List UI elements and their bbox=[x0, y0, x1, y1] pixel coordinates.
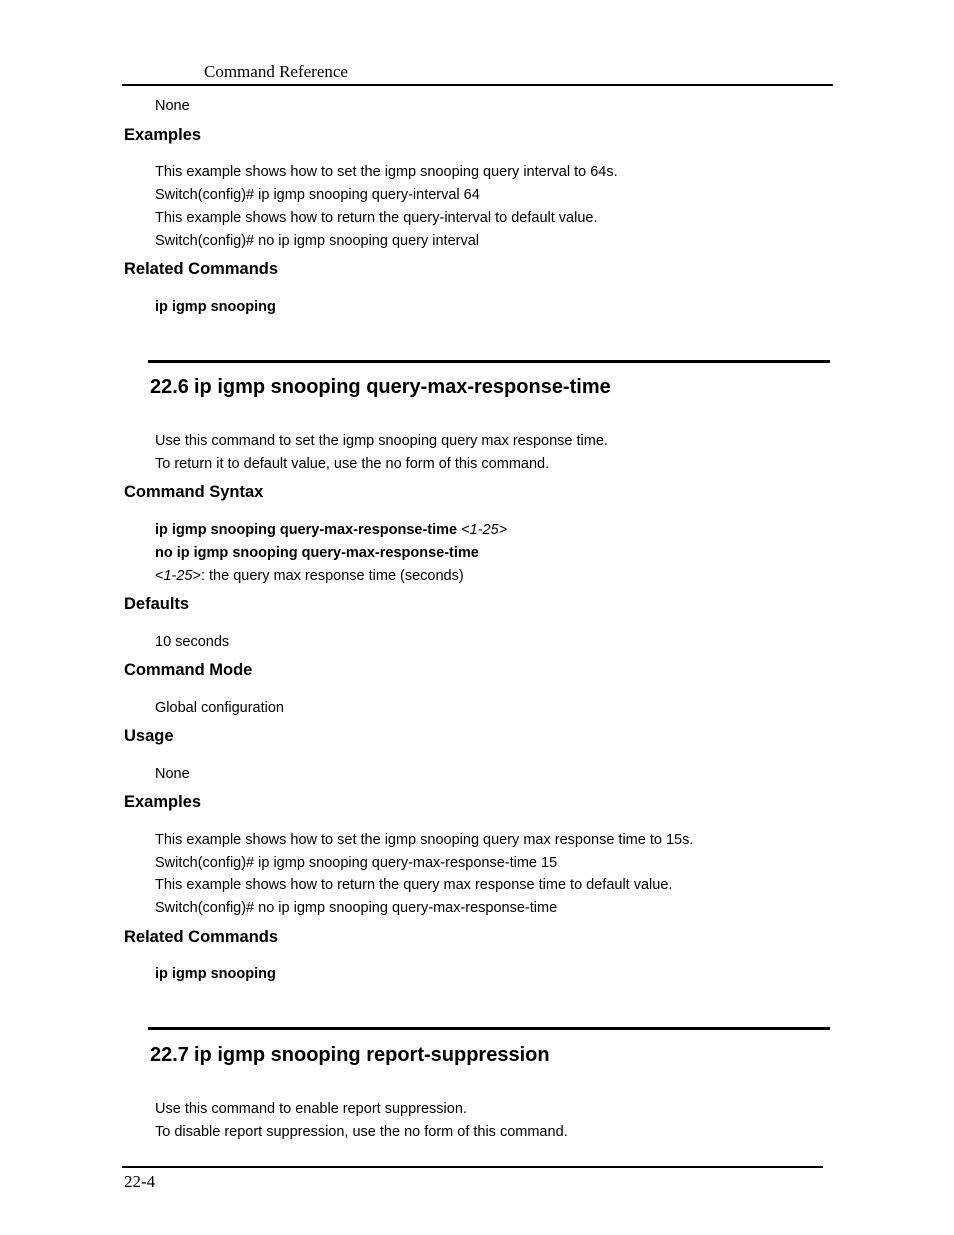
parameter-text: : the query max response time (seconds) bbox=[200, 568, 464, 584]
example-line: This example shows how to return the query-interval to default value. bbox=[155, 210, 598, 226]
description-line: Use this command to set the igmp snooping query max response time. bbox=[155, 433, 608, 449]
section-title-text: ip igmp snooping report-suppression bbox=[194, 1044, 550, 1066]
footer-rule bbox=[122, 1166, 823, 1168]
usage-value: None bbox=[155, 98, 190, 114]
defaults-value: 10 seconds bbox=[155, 634, 230, 650]
section-number: 22.7 bbox=[150, 1044, 189, 1066]
example-line: Switch(config)# ip igmp snooping query-interval 64 bbox=[155, 187, 480, 203]
section-title-22-7 bbox=[150, 1044, 550, 1067]
related-commands-heading: Related Commands bbox=[124, 928, 279, 946]
section-rule bbox=[148, 1027, 830, 1030]
example-line: This example shows how to set the igmp snooping query max response time to 15s. bbox=[155, 832, 694, 848]
example-line: Switch(config)# no ip igmp snooping query interval bbox=[155, 233, 480, 249]
defaults-heading: Defaults bbox=[124, 595, 190, 613]
header-rule bbox=[122, 84, 833, 86]
examples-heading: Examples bbox=[124, 126, 202, 144]
command-mode-value: Global configuration bbox=[155, 700, 284, 716]
description-line: Use this command to enable report suppression. bbox=[155, 1101, 467, 1117]
parameter-description: <1-25>: the query max response time (seconds) bbox=[155, 568, 464, 584]
syntax-line bbox=[155, 522, 507, 538]
syntax-parameter: <1-25> bbox=[461, 522, 508, 538]
description-line: To disable report suppression, use the no form of this command. bbox=[155, 1124, 568, 1140]
command-mode-heading: Command Mode bbox=[124, 661, 253, 679]
description-line: To return it to default value, use the no form of this command. bbox=[155, 456, 550, 472]
related-command-link: ip igmp snooping bbox=[155, 966, 276, 982]
running-header: Command Reference bbox=[204, 62, 348, 81]
page-number: 22-4 bbox=[124, 1172, 156, 1191]
examples-heading: Examples bbox=[124, 793, 202, 811]
section-number: 22.6 bbox=[150, 376, 189, 398]
syntax-command: ip igmp snooping query-max-response-time bbox=[155, 522, 458, 538]
usage-heading: Usage bbox=[124, 727, 174, 745]
section-rule bbox=[148, 360, 830, 363]
syntax-no-form: no ip igmp snooping query-max-response-time bbox=[155, 545, 479, 561]
example-line: Switch(config)# ip igmp snooping query-max-response-time 15 bbox=[155, 855, 558, 871]
example-line: This example shows how to set the igmp snooping query interval to 64s. bbox=[155, 164, 618, 180]
command-syntax-heading: Command Syntax bbox=[124, 483, 264, 501]
section-title-text: ip igmp snooping query-max-response-time bbox=[194, 376, 611, 398]
usage-value: None bbox=[155, 766, 190, 782]
example-line: Switch(config)# no ip igmp snooping query-max-response-time bbox=[155, 900, 558, 916]
example-line: This example shows how to return the query max response time to default value. bbox=[155, 877, 673, 893]
related-commands-heading: Related Commands bbox=[124, 260, 279, 278]
related-command-link: ip igmp snooping bbox=[155, 299, 276, 315]
section-title-22-6 bbox=[150, 376, 611, 399]
parameter-name: 1-25 bbox=[163, 568, 193, 584]
